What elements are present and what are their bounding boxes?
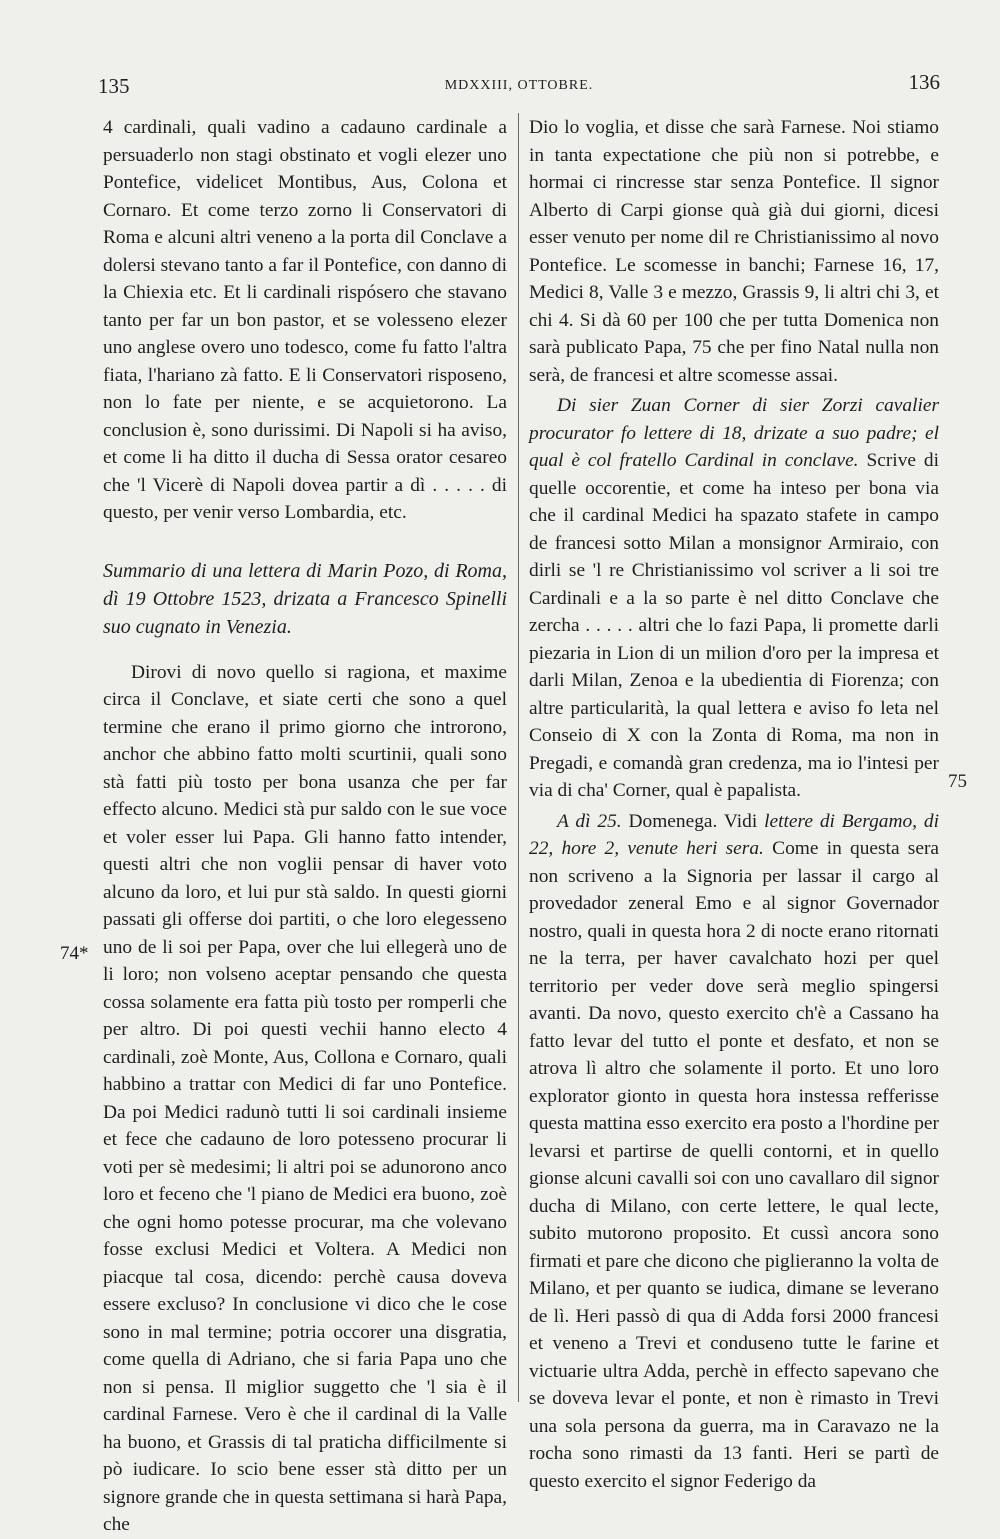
running-title: MDXXIII, OTTOBRE. [444, 78, 594, 93]
right-paragraph-2-body: Scrive di quelle occorentie, et come ha inteso per bona via che il cardinal Medici ha spazato stafete in campo de francesi sotto Milan a monsignor Armiraio, con dirli se 'l re Christianissimo vol scriver a li soi tre Cardinali e a la so parte è nel ditto Conclave che zercha . . . . . altri che lo fazi Papa, li promette darli piezaria in Lion di un milion d'oro per la impresa et darli Milan, Zenoa e la ubedientia di Fiorenza; con altre particularità, la qual lettera e aviso fo leta nel Conseio di X con la Zonta di Roma, ma non in Pregadi, e comandà gran credenza, ma io l'intesi per via di cha' Corner, qual è papalista. [529, 450, 939, 801]
left-column [103, 114, 507, 1539]
entry-source: lettere di Bergamo, di 22, hore 2, venute heri sera. [529, 810, 940, 859]
page-number-left: 135 [98, 74, 130, 98]
right-paragraph-3-body: Come in questa sera non scriveno a la Signoria per lassar il cargo al provedador zeneral Emo e al signor Governador nostro, quali in questa hora 2 di nocte erano ritornati ne la terra, per haver cavalchato hozi per quel territorio per veder dove serà meglio spingersi avanti. Da novo, questo exercito ch'è a Cassano ha fatto levar del tutto el ponte et desfato, et non se atrova lì altro che solamente il porto. Et uno loro explorator gionto in questa hora instessa refferisse questa mattina esso exercito era posto a l'hordine per levarsi et partirse de quelli contorni, et in quello gionse alcuni cavalli soi con uno cavallaro dil signor ducha di Milano, con certe lettere, le qual lecte, subito mutorono proposito. Et cussì ancora sono firmati et pare che dicono che piglieranno la volta de Milano, et per quanto se iudica, dimane se leverano de lì. Heri passò di qua di Adda forsi 2000 francesi et veneno a Trevi et conduseno tutte le farine et victuarie ultra Adda, perchè in effecto sapevano che se doveva levar el ponte, et non è rimasto in Trevi una sola persona da guerra, ma in Caravazo ne la rocha sono rimasti da 13 fanti. Heri se partì de questo exercito el signor Federigo da [529, 838, 940, 1492]
left-paragraph-2: Dirovi di novo quello si ragiona, et maxime circa il Conclave, et siate certi che sono a quel termine che erano il primo giorno che introrono, anchor che abbino fatto molti scurtinii, quali sono stà fatti più tosto per bona usanza che per far effecto alcuno. Medici stà pur saldo con le sue voce et voler esser lui Papa. Gli hanno fatto intender, questi altri che non voglii pensar di haver voto alcuno da loro, et lui pur stà saldo. In questi giorni passati gli offerse doi partiti, o che loro elegesseno uno de li soi per Papa, over che lui ellegerà uno de li loro; non volseno aceptar pensando che questa cossa solamente era fatta più tosto per romperli che per altro. Di poi questi vechii hanno electo 4 cardinali, zoè Monte, Aus, Collona e Cornaro, quali habbino a trattar con Medici di far uno Pontefice. Da poi Medici radunò tutti li soi cardinali insieme et fece che cadauno de loro potesseno procurar li voti per sè medesimi; li altri poi se adunorono anco loro et feceno che 'l piano de Medici era buono, zoè che ogni homo potesse procurar, ma che volevano fosse exclusi Medici et Voltera. A Medici non piacque tal cosa, dicendo: perchè causa doveva essere excluso? In conclusione vi dico che le cose sono in mal termine; potria occorer una disgratia, come quella di Adriano, che si faria Papa uno che non si pensa. Il miglior suggetto che 'l sia è il cardinal Farnese. Vero è che il cardinal di la Valle ha buono, et Grassis di tal praticha difficilmente si pò iudicare. Io scio bene esser stà ditto per un signore grande che in questa settimana si harà Papa, che [103, 661, 507, 1535]
left-paragraph-1: 4 cardinali, quali vadino a cadauno cardinale a persuaderlo non stagi obstinato et vogli elezer uno Pontefice, videlicet Montibus, Aus, Colona et Cornaro. Et come terzo zorno li Conservatori di Roma e alcuni altri veneno a la porta dil Conclave a dolersi stevano tanto a far il Pontefice, con danno di la Chiexia etc. Et li cardinali rispósero che stavano tanto per far un bon pastor, et se volesseno elezer uno anglese overo uno todesco, come fu fatto l'altra fiata, l'hariano zà fatto. E li Conservatori risposeno, non lo fate per niente, e se acquietorono. La conclusion è, sono durissimi. Di Napoli si ha aviso, et come li ha ditto il ducha di Sessa orator cesareo che 'l Vicerè di Napoli dovea partir a dì . . . . . di questo, per venir verso Lombardia, etc. [103, 117, 507, 523]
right-paragraph-2 [529, 392, 939, 805]
margin-number-right: 75 [948, 771, 967, 792]
right-paragraph-3 [529, 808, 939, 1496]
margin-number-left: 74* [60, 943, 89, 964]
column-divider [518, 113, 519, 1402]
page-number-right: 136 [908, 70, 940, 94]
right-paragraph-2-heading: Di sier Zuan Corner di sier Zorzi cavalier procurator fo lettere di 18, drizate a suo padre; el qual è col fratello Cardinal in conclave. [529, 395, 939, 471]
entry-day: Domenega. Vidi [621, 810, 765, 832]
entry-date: A dì 25. [557, 810, 622, 832]
letter-title: Summario di una lettera di Marin Pozo, di Roma, dì 19 Ottobre 1523, drizata a Francesco Spinelli suo cugnato in Venezia. [103, 559, 507, 638]
right-column [529, 114, 939, 1495]
right-paragraph-1: Dio lo voglia, et disse che sarà Farnese. Noi stiamo in tanta expectatione che più non si potrebbe, e hormai ci rincresse star senza Pontefice. Il signor Alberto di Carpi gionse quà già dui giorni, dicesi esser venuto per nome dil re Christianissimo al novo Pontefice. Le scomesse in banchi; Farnese 16, 17, Medici 8, Valle 3 e mezzo, Grassis 9, li altri chi 3, et chi 4. Si dà 60 per 100 che per tutta Domenica non sarà publicato Papa, 75 che per fino Natal nulla non serà, de francesi et altre scomesse assai. [529, 117, 939, 386]
page-header [98, 66, 940, 100]
